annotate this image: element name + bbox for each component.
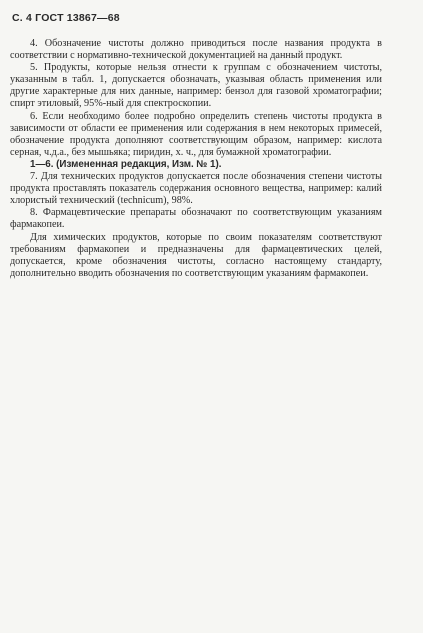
paragraph-5: 5. Продукты, которые нельзя отнести к группам с обозначением чистоты, указанным в табл. 1, допускается обозначать, указывая область применения или другие характерные для них данные, например: бензол для газовой хроматографии; спирт этиловый, 95%-ный для спектроскопии. <box>10 62 382 110</box>
paragraph-4: 4. Обозначение чистоты должно приводиться после названия продукта в соответствии с нормативно-технической документацией на данный продукт. <box>10 38 382 62</box>
paragraph-9: Для химических продуктов, которые по своим показателям соответствуют требованиям фармакопеи и предназначены для фармацевтических целей, допускается, кроме обозначения чистоты, согласно настоящему стандарту, дополнительно вводить обозначения по соответствующим указаниям фармакопеи. <box>10 231 382 279</box>
paragraph-7: 7. Для технических продуктов допускается после обозначения степени чистоты продукта проставлять показатель содержания основного вещества, например: калий хлористый технический (technicum), 98%. <box>10 171 382 207</box>
edit-note: 1—6. (Измененная редакция, Изм. № 1). <box>30 158 222 170</box>
page-header: С. 4 ГОСТ 13867—68 <box>12 12 120 24</box>
paragraph-8: 8. Фармацевтические препараты обозначают по соответствующим указаниям фармакопеи. <box>10 207 382 231</box>
paragraph-6: 6. Если необходимо более подробно определить степень чистоты продукта в зависимости от области ее применения или содержания в нем некоторых примесей, обозначение продукта дополняют соответствующим образом, например: кислота серная, ч.д.а., без мышьяка; пиридин, х. ч., для бумажной хроматографии. <box>10 110 382 158</box>
document-body <box>10 38 382 280</box>
